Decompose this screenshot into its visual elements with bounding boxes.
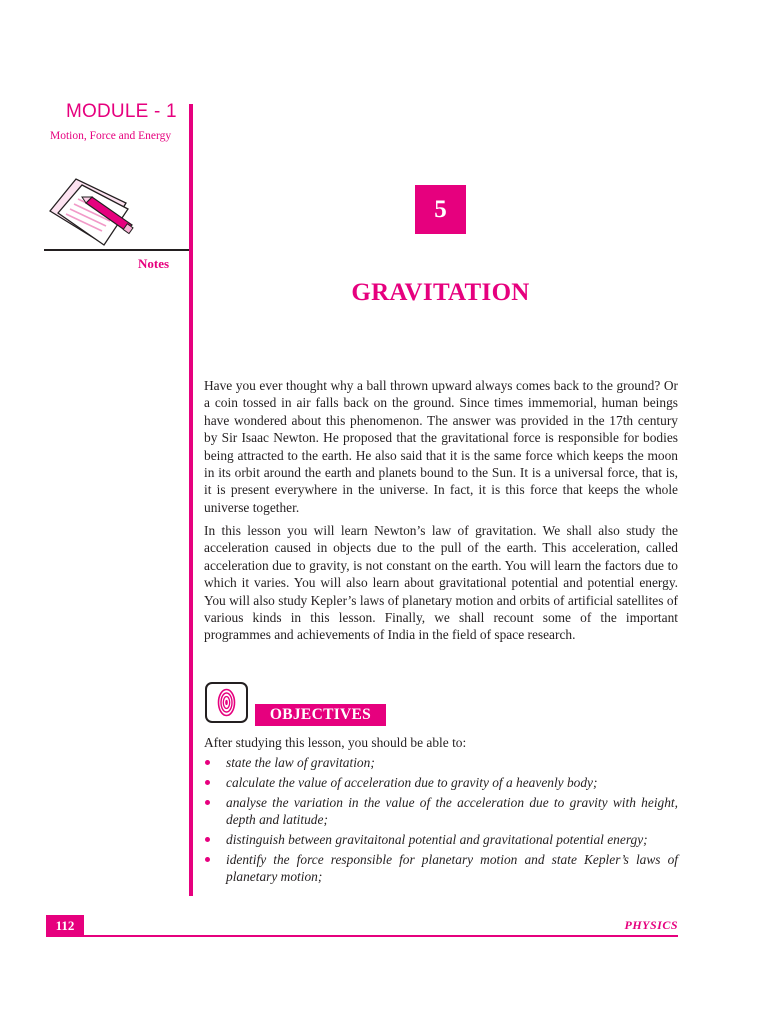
notes-label: Notes: [138, 256, 170, 271]
objectives-heading: OBJECTIVES: [255, 704, 386, 726]
notes-divider: [44, 249, 189, 251]
module-subtitle: Motion, Force and Energy: [50, 130, 172, 142]
target-icon: [207, 684, 246, 721]
chapter-number: 5: [415, 185, 466, 234]
objectives-icon-frame: [205, 682, 248, 723]
module-title: MODULE - 1: [66, 101, 177, 122]
objective-item: analyse the variation in the value of the acceleration due to gravity with height, depth and latitude;: [204, 794, 678, 828]
objective-item: distinguish between gravitaitonal potential and gravitational potential energy;: [204, 831, 678, 848]
objectives-intro: After studying this lesson, you should be able to:: [204, 735, 467, 750]
footer-rule: [84, 935, 678, 937]
footer-subject: PHYSICS: [624, 918, 678, 932]
objectives-list: [204, 754, 678, 888]
chapter-title: GRAVITATION: [351, 279, 530, 306]
objective-item: state the law of gravitation;: [204, 754, 678, 771]
intro-paragraph-2: In this lesson you will learn Newton’s law of gravitation. We shall also study the acceleration caused in objects due to the pull of the earth. This acceleration, called acceleration due to gravity, is not constant on the earth. You will learn the factors due to which it varies. You will also learn about gravitational potential and potential energy. You will also study Kepler’s laws of planetary motion and orbits of artificial satellites of various kinds in this lesson. Finally, we shall recount some of the important programmes and achievements of India in the field of space research.: [204, 523, 678, 643]
objective-item: calculate the value of acceleration due to gravity of a heavenly body;: [204, 774, 678, 791]
notes-pencil-icon: [46, 173, 138, 253]
objective-item: identify the force responsible for planetary motion and state Kepler’s laws of planetary motion;: [204, 851, 678, 885]
page-number: 112: [46, 915, 84, 937]
intro-paragraph-1: Have you ever thought why a ball thrown upward always comes back to the ground? Or a coin tossed in air falls back on the ground. Since times immemorial, human beings have wondered about this phenomenon. The answer was provided in the 17th century by Sir Isaac Newton. He proposed that the gravitational force is responsible for bodies being attracted to the earth. He also said that it is the same force which keeps the moon in its orbit around the earth and planets bound to the Sun. It is a universal force, that is, it is present everywhere in the universe. In fact, it is this force that keeps the whole universe together.: [204, 378, 678, 515]
margin-rule: [189, 104, 193, 896]
